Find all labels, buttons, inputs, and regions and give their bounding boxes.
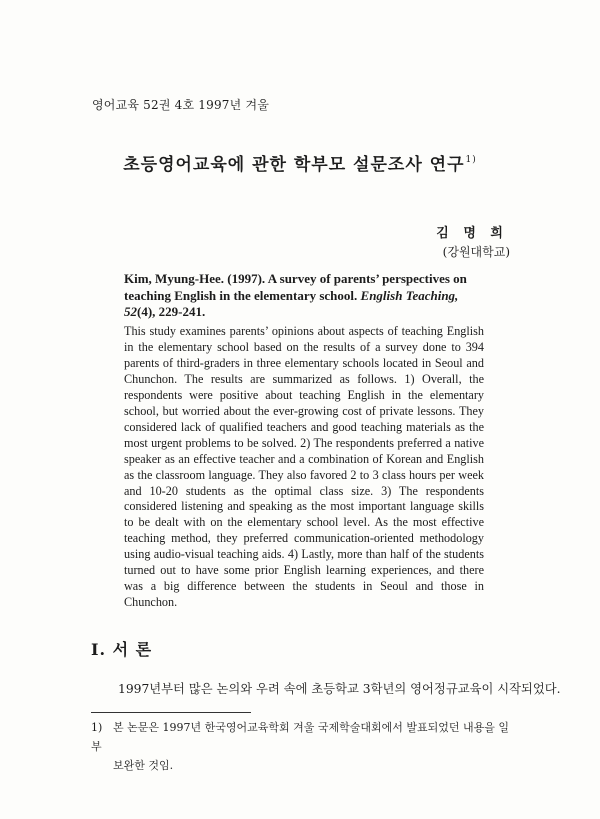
title-footnote-mark: 1): [465, 155, 477, 165]
citation-article: A survey of parents’ perspectives on teaching English in the elementary school.: [124, 271, 467, 303]
footnote-divider: [91, 712, 251, 713]
abstract: This study examines parents’ opinions about aspects of teaching English in the elementary school based on the results of a survey done to 394 parents of third-graders in three elementary schools located in Seoul and Chunchon. The results are summarized as follows. 1) Overall, the respondents were positive about teaching English in the elementary school, but worried about the ever-growing cost of private lessons. They considered lack of qualified teachers and good teaching materials as the most urgent problems to be solved. 2) The respondents preferred a native speaker as an effective teacher and a combination of Korean and English as the classroom language. They also favored 2 to 3 class hours per week and 10-20 students as the optimal class size. 3) The respondents considered listening and speaking as the most important language skills to be dealt with on the elementary school level. As the most effective teaching method, they preferred communication-oriented methodology using audio-visual teaching aids. 4) Lastly, more than half of the students turned out to have some prior English learning experiences, and there was a big difference between the students in Seoul and those in Chunchon.: [124, 324, 484, 610]
citation-journal: English Teaching, 52: [124, 287, 459, 319]
citation-issue-pages: (4), 229-241.: [137, 304, 206, 319]
running-head: 영어교육 52권 4호 1997년 겨울: [92, 98, 270, 112]
paper-title: [0, 150, 600, 175]
footnote-line-1: 본 논문은 1997년 한국영어교육학회 겨울 국제학술대회에서 발표되었던 내용을 일부: [91, 721, 509, 753]
footnote: [91, 718, 511, 775]
footnote-mark: 1): [91, 721, 103, 734]
section-heading: I. 서 론: [91, 640, 153, 659]
paper-title-text: 초등영어교육에 관한 학부모 설문조사 연구: [123, 155, 465, 175]
citation-authors: Kim, Myung-Hee. (1997).: [124, 271, 266, 286]
footnote-line-2: 보완한 것임.: [113, 759, 174, 772]
intro-paragraph: 1997년부터 많은 논의와 우려 속에 초등학교 3학년의 영어정규교육이 시작되었다.: [118, 682, 561, 696]
author-affiliation: (강원대학교): [442, 245, 510, 259]
author-name: 김 명 희: [436, 226, 508, 241]
citation: [124, 271, 484, 321]
